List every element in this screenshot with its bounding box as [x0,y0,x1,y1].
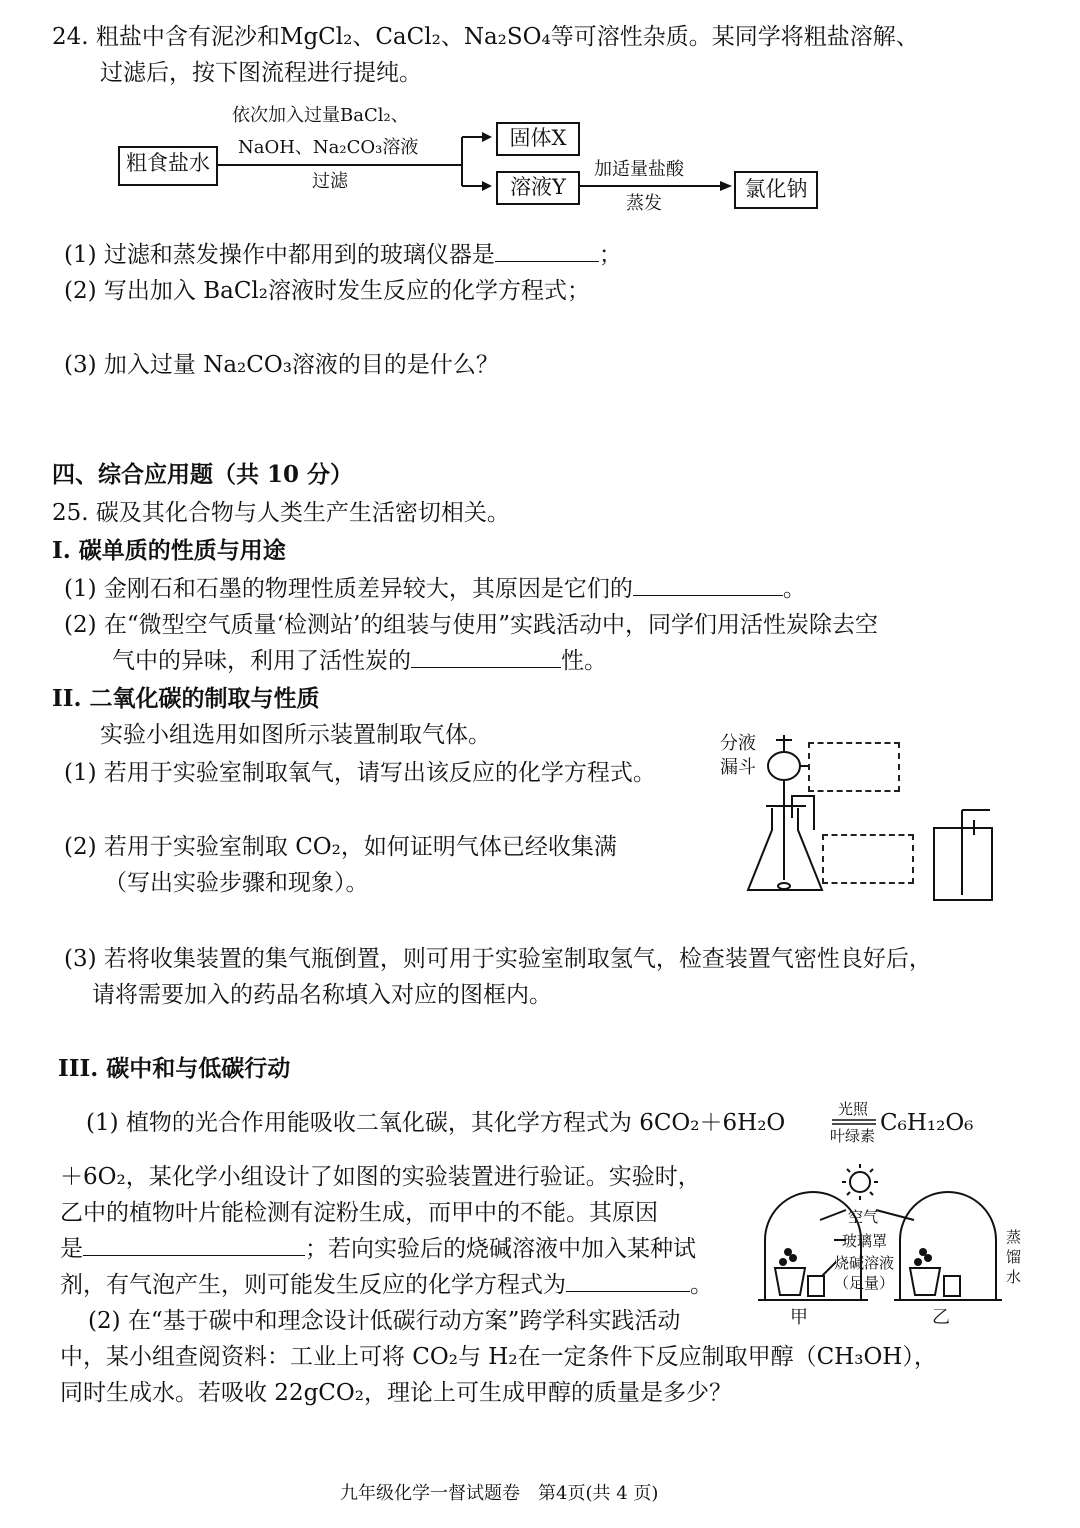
flask-answer-box[interactable] [822,834,914,884]
flow-start-box: 粗食盐水 [118,146,218,186]
partII-q2-line2: （写出实验步骤和现象）。 [104,870,369,896]
q24-line2: 过滤后，按下图流程进行提纯。 [100,60,422,86]
partII-q2-line1: (2) 若用于实验室制取 CO₂，如何证明气体已经收集满 [64,834,617,860]
partIII-q1-line4: 是 ；若向实验后的烧碱溶液中加入某种试 [60,1236,696,1262]
fig-jia-label: 甲 [790,1307,808,1328]
partIII-q2-line1: (2) 在“基于碳中和理念设计低碳行动方案”跨学科实践活动 [88,1308,681,1334]
flow-step2-top: 加适量盐酸 [594,159,684,180]
partIII-q2-line2: 中，某小组查阅资料：工业上可将 CO₂与 H₂在一定条件下反应制取甲醇（CH₃OH）， [60,1344,937,1370]
partI-q1: (1) 金刚石和石墨的物理性质差异较大，其原因是它们的 。 [64,576,806,602]
fig-air-label: 空气 [848,1208,879,1226]
fig-cover-label: 玻璃罩 [842,1232,888,1250]
partIII-heading: III. 碳中和与低碳行动 [58,1055,291,1082]
fig-water-2: 馏 [1006,1248,1022,1266]
q24-sub3: (3) 加入过量 Na₂CO₃溶液的目的是什么？ [64,352,499,378]
partII-heading: II. 二氧化碳的制取与性质 [52,685,320,712]
partIII-q2-line3: 同时生成水。若吸收 22gCO₂，理论上可生成甲醇的质量是多少？ [60,1380,732,1406]
flow-step1-top1: 依次加入过量BaCl₂、 [232,105,409,126]
partII-q3-line1: (3) 若将收集装置的集气瓶倒置，则可用于实验室制取氢气，检查装置气密性良好后， [64,946,932,972]
fig-naoh-label: 烧碱溶液 [834,1254,895,1272]
flow-product-box: 氯化钠 [734,171,818,209]
partII-intro: 实验小组选用如图所示装置制取气体。 [100,722,491,748]
flow-step1-top2: NaOH、Na₂CO₃溶液 [238,137,419,158]
fig-water-3: 水 [1006,1268,1022,1286]
partII-q3-line2: 请将需要加入的药品名称填入对应的图框内。 [92,982,552,1008]
partI-heading: I. 碳单质的性质与用途 [52,537,286,564]
partIII-q1-line3: 乙中的植物叶片能检测有淀粉生成，而甲中的不能。其原因 [60,1200,658,1226]
section4-heading: 四、综合应用题（共 10 分） [52,461,354,488]
reaction-condition-bottom: 叶绿素 [830,1127,876,1145]
q24-line1: 24. 粗盐中含有泥沙和MgCl₂、CaCl₂、Na₂SO₄等可溶性杂质。某同学将粗盐溶解、 [52,24,919,50]
partIII-q1-line5: 剂，有气泡产生，则可能发生反应的化学方程式为 。 [60,1272,713,1298]
partI-q2-line2: 气中的异味，利用了活性炭的 性。 [112,648,607,674]
fig-yi-label: 乙 [932,1307,950,1328]
flow-solution-y-box: 溶液Y [496,171,580,205]
fig-water-1: 蒸 [1006,1228,1022,1246]
funnel-label-2: 漏斗 [720,757,756,778]
flow-step1-bottom: 过滤 [312,171,348,192]
flow-step2-bottom: 蒸发 [626,193,662,214]
reaction-condition-top: 光照 [838,1100,869,1118]
fig-enough-label: （足量） [834,1274,895,1292]
partIII-q1-line1a: (1) 植物的光合作用能吸收二氧化碳，其化学方程式为 6CO₂＋6H₂O [86,1110,786,1136]
flow-solid-x-box: 固体X [496,122,580,156]
q24-sub2: (2) 写出加入 BaCl₂溶液时发生反应的化学方程式； [64,278,590,304]
partI-q2-line1: (2) 在“微型空气质量‘检测站’的组装与使用”实践活动中，同学们用活性炭除去空 [64,612,879,638]
q24-sub1: (1) 过滤和蒸发操作中都用到的玻璃仪器是 ； [64,242,622,268]
funnel-label-1: 分液 [720,733,756,754]
page-footer: 九年级化学一督试题卷 第4页(共 4 页) [340,1483,659,1504]
funnel-answer-box[interactable] [808,742,900,792]
partIII-q1-line2: ＋6O₂，某化学小组设计了如图的实验装置进行验证。实验时， [60,1164,701,1190]
q25-intro: 25. 碳及其化合物与人类生产生活密切相关。 [52,500,510,526]
partIII-q1-line1b: C₆H₁₂O₆ [880,1110,974,1136]
partII-q1: (1) 若用于实验室制取氧气，请写出该反应的化学方程式。 [64,760,656,786]
